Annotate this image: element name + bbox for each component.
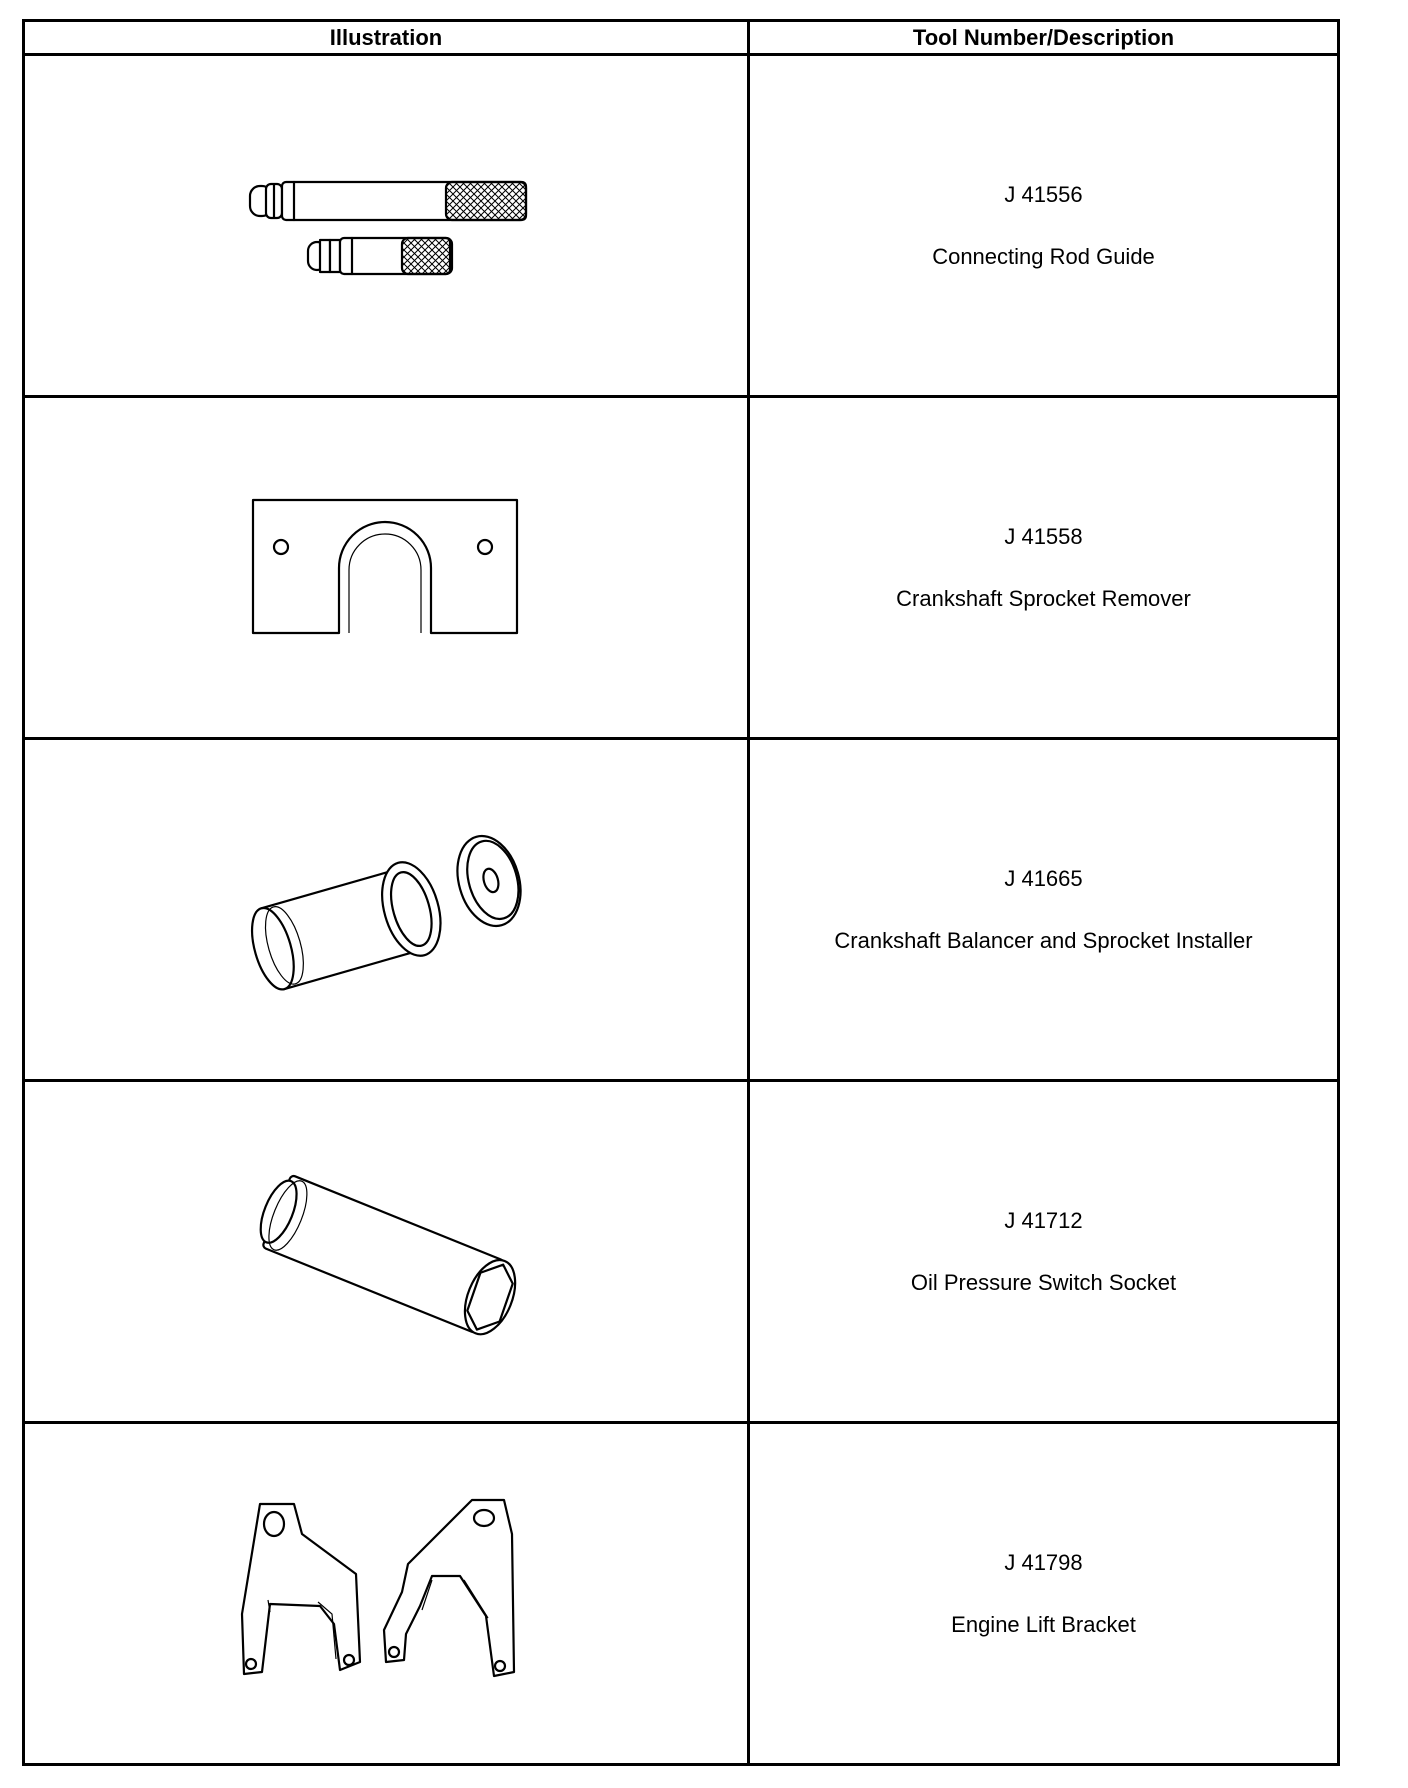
tool-number: J 41798	[1004, 1549, 1083, 1575]
header-row	[24, 21, 1339, 55]
illustration-cell	[24, 1423, 749, 1765]
tool-number: J 41556	[1004, 181, 1083, 207]
tool-cell	[749, 739, 1339, 1081]
table-row	[24, 1423, 1339, 1765]
tool-cell	[749, 397, 1339, 739]
table-row	[24, 55, 1339, 397]
illustration-cell	[24, 55, 749, 397]
illustration-cell	[24, 739, 749, 1081]
tool-number: J 41665	[1004, 865, 1083, 891]
tool-number: J 41712	[1004, 1207, 1083, 1233]
tool-cell	[749, 1081, 1339, 1423]
table-row	[24, 739, 1339, 1081]
tool-description: Crankshaft Sprocket Remover	[896, 585, 1191, 611]
tool-number: J 41558	[1004, 523, 1083, 549]
engine-lift-bracket-icon	[236, 1494, 536, 1694]
tool-description: Connecting Rod Guide	[932, 243, 1155, 269]
special-tools-table	[22, 19, 1340, 1766]
illustration-cell	[24, 1081, 749, 1423]
table-row	[24, 397, 1339, 739]
tool-cell	[749, 55, 1339, 397]
table-row	[24, 1081, 1339, 1423]
tool-cell	[749, 1423, 1339, 1765]
tool-description: Engine Lift Bracket	[951, 1611, 1136, 1637]
crankshaft-balancer-installer-icon	[241, 825, 531, 995]
tool-description: Crankshaft Balancer and Sprocket Installer	[834, 927, 1253, 953]
tool-number-description-header: Tool Number/Description	[749, 21, 1339, 55]
oil-pressure-switch-socket-icon	[241, 1162, 531, 1342]
crankshaft-sprocket-remover-icon	[251, 498, 521, 638]
connecting-rod-guide-icon	[236, 166, 536, 286]
illustration-header: Illustration	[24, 21, 749, 55]
tool-description: Oil Pressure Switch Socket	[910, 1269, 1177, 1295]
illustration-cell	[24, 397, 749, 739]
